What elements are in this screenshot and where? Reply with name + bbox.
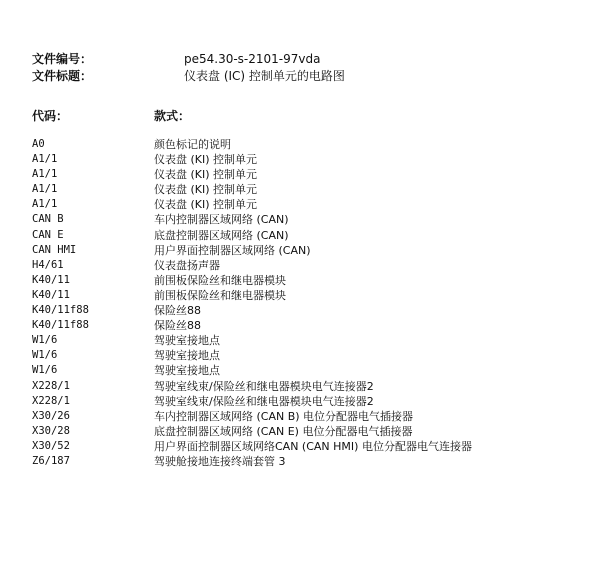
row-description: 驾驶室接地点 <box>154 349 220 363</box>
row-description: 车内控制器区域网络 (CAN) <box>154 213 289 227</box>
row-code: X30/52 <box>32 439 70 452</box>
table-row <box>32 363 572 378</box>
row-description: 驾驶室接地点 <box>154 364 220 378</box>
document-title-label: 文件标题： <box>32 69 93 83</box>
legend-table <box>32 137 572 469</box>
row-code: Z6/187 <box>32 454 70 467</box>
table-row <box>32 258 572 273</box>
row-code: W1/6 <box>32 334 58 347</box>
table-row <box>32 394 572 409</box>
row-description: 车内控制器区域网络 (CAN B) 电位分配器电气插接器 <box>154 409 414 423</box>
row-code: X30/26 <box>32 409 70 422</box>
row-code: A1/1 <box>32 198 58 211</box>
row-description: 仪表盘 (KI) 控制单元 <box>154 153 258 167</box>
row-code: A1/1 <box>32 153 58 166</box>
table-row <box>32 454 572 469</box>
table-row <box>32 333 572 348</box>
row-description: 前围板保险丝和继电器模块 <box>154 288 286 302</box>
row-description: 仪表盘 (KI) 控制单元 <box>154 183 258 197</box>
table-row <box>32 243 572 258</box>
column-header-code: 代码： <box>32 109 69 123</box>
row-code: W1/6 <box>32 349 58 362</box>
row-code: CAN HMI <box>32 243 77 256</box>
table-row <box>32 197 572 212</box>
table-row <box>32 182 572 197</box>
row-code: K40/11f88 <box>32 319 89 332</box>
document-title-value: 仪表盘 (IC) 控制单元的电路图 <box>184 69 345 83</box>
row-description: 驾驶室接地点 <box>154 334 220 348</box>
row-description: 驾驶舱接地连接终端套管 3 <box>154 454 286 468</box>
table-row <box>32 273 572 288</box>
row-description: 仪表盘扬声器 <box>154 258 220 272</box>
row-code: X228/1 <box>32 394 70 407</box>
row-description: 驾驶室线束/保险丝和继电器模块电气连接器2 <box>154 379 374 393</box>
row-code: W1/6 <box>32 364 58 377</box>
table-row <box>32 409 572 424</box>
table-row <box>32 167 572 182</box>
row-code: CAN E <box>32 228 64 241</box>
row-description: 前围板保险丝和继电器模块 <box>154 273 286 287</box>
row-description: 保险丝88 <box>154 304 201 318</box>
table-row <box>32 152 572 167</box>
row-description: 用户界面控制器区域网络 (CAN) <box>154 243 311 257</box>
row-description: 仪表盘 (KI) 控制单元 <box>154 168 258 182</box>
row-description: 仪表盘 (KI) 控制单元 <box>154 198 258 212</box>
row-description: 底盘控制器区域网络 (CAN) <box>154 228 289 242</box>
row-code: K40/11f88 <box>32 304 89 317</box>
row-description: 用户界面控制器区域网络CAN (CAN HMI) 电位分配器电气连接器 <box>154 439 472 453</box>
table-row <box>32 318 572 333</box>
table-row <box>32 212 572 227</box>
table-row <box>32 288 572 303</box>
document-number-label: 文件编号： <box>32 52 93 66</box>
row-description: 颜色标记的说明 <box>154 138 231 151</box>
row-description: 保险丝88 <box>154 319 201 333</box>
table-row <box>32 439 572 454</box>
table-row <box>32 228 572 243</box>
table-row <box>32 348 572 363</box>
row-code: K40/11 <box>32 273 70 286</box>
row-code: A1/1 <box>32 168 58 181</box>
row-code: X228/1 <box>32 379 70 392</box>
row-code: X30/28 <box>32 424 70 437</box>
document-number-value: pe54.30-s-2101-97vda <box>184 52 321 66</box>
row-code: A1/1 <box>32 183 58 196</box>
row-code: A0 <box>32 138 45 150</box>
table-row <box>32 379 572 394</box>
row-description: 底盘控制器区域网络 (CAN E) 电位分配器电气插接器 <box>154 424 413 438</box>
table-row <box>32 424 572 439</box>
row-description: 驾驶室线束/保险丝和继电器模块电气连接器2 <box>154 394 374 408</box>
row-code: K40/11 <box>32 288 70 301</box>
table-row <box>32 303 572 318</box>
table-row <box>32 137 572 152</box>
column-header-description: 款式： <box>154 109 191 123</box>
row-code: H4/61 <box>32 258 64 271</box>
row-code: CAN B <box>32 213 64 226</box>
